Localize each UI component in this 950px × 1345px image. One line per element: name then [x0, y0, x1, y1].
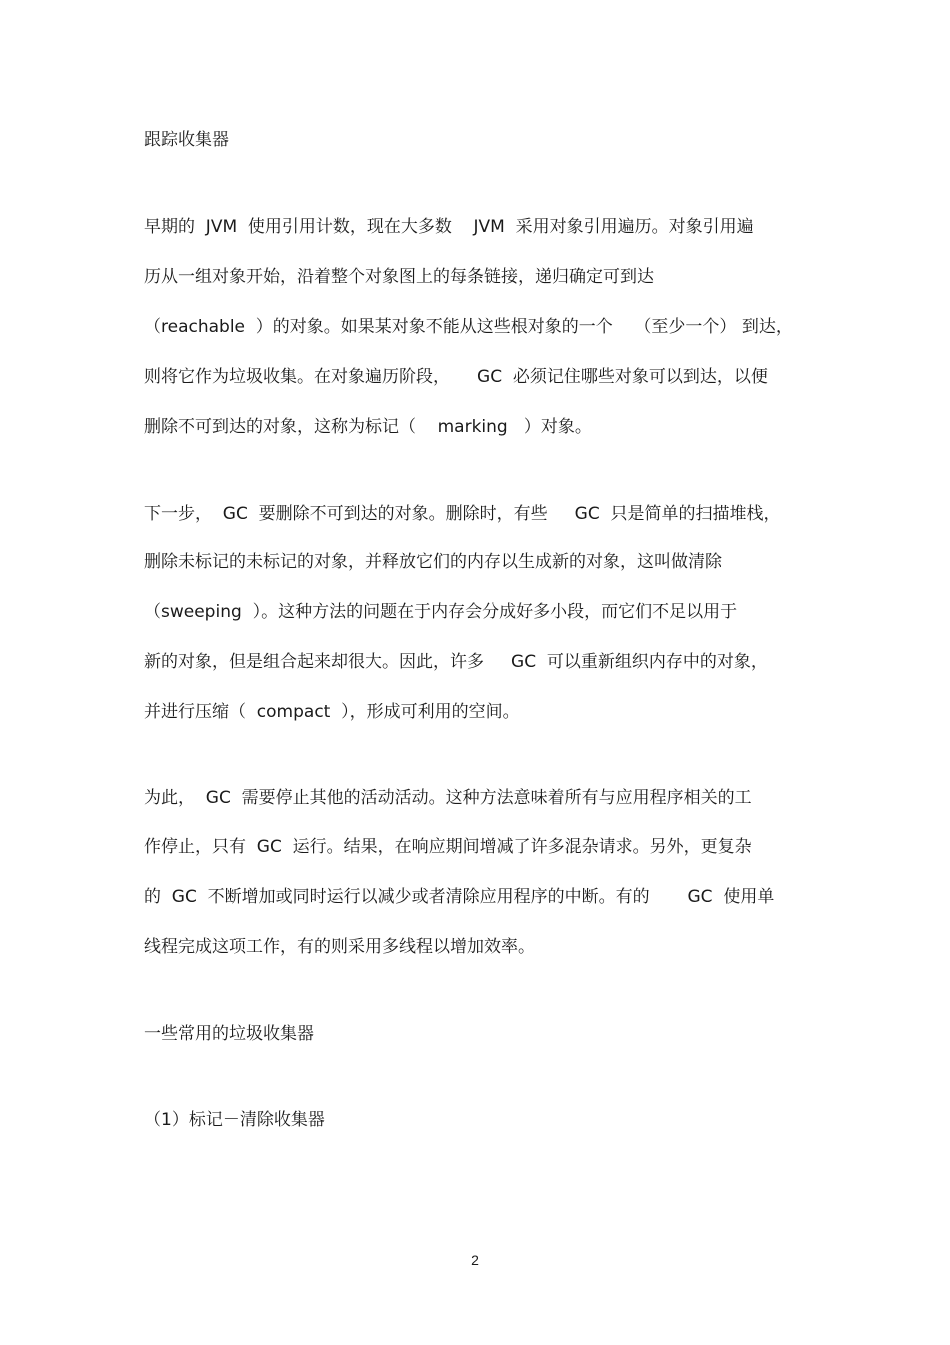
- paragraph-1-line-1: 早期的 JVM 使用引用计数，现在大多数 JVM 采用对象引用遍历。对象引用遍: [144, 217, 754, 237]
- paragraph-3-line-4: 线程完成这项工作，有的则采用多线程以增加效率。: [144, 937, 535, 957]
- paragraph-2-line-4: 新的对象，但是组合起来却很大。因此，许多 GC 可以重新组织内存中的对象，: [144, 652, 768, 672]
- paragraph-1-line-2: 历从一组对象开始，沿着整个对象图上的每条链接，递归确定可到达: [144, 267, 654, 287]
- paragraph-3-line-2: 作停止，只有 GC 运行。结果，在响应期间增减了许多混杂请求。另外，更复杂: [144, 837, 752, 857]
- heading-mark-sweep-collector: （1）标记－清除收集器: [144, 1110, 325, 1130]
- paragraph-3-line-3: 的 GC 不断增加或同时运行以减少或者清除应用程序的中断。有的 GC 使用单: [144, 887, 775, 907]
- heading-tracing-collector: 跟踪收集器: [144, 130, 229, 150]
- paragraph-2-line-3: （sweeping ）。这种方法的问题在于内存会分成好多小段，而它们不足以用于: [144, 602, 738, 622]
- paragraph-3-line-1: 为此， GC 需要停止其他的活动活动。这种方法意味着所有与应用程序相关的工: [144, 788, 752, 808]
- paragraph-1-line-5: 删除不可到达的对象，这称为标记（ marking ）对象。: [144, 417, 592, 437]
- paragraph-1-line-4: 则将它作为垃圾收集。在对象遍历阶段， GC 必须记住哪些对象可以到达，以便: [144, 367, 768, 387]
- paragraph-2-line-1: 下一步， GC 要删除不可到达的对象。删除时，有些 GC 只是简单的扫描堆栈，: [144, 504, 781, 524]
- heading-common-collectors: 一些常用的垃圾收集器: [144, 1024, 314, 1044]
- page-number: 2: [471, 1252, 479, 1268]
- paragraph-2-line-2: 删除未标记的未标记的对象，并释放它们的内存以生成新的对象，这叫做清除: [144, 552, 722, 572]
- paragraph-1-line-3: （reachable ）的对象。如果某对象不能从这些根对象的一个 （至少一个） 到达，: [144, 317, 793, 337]
- paragraph-2-line-5: 并进行压缩（ compact ），形成可利用的空间。: [144, 702, 520, 722]
